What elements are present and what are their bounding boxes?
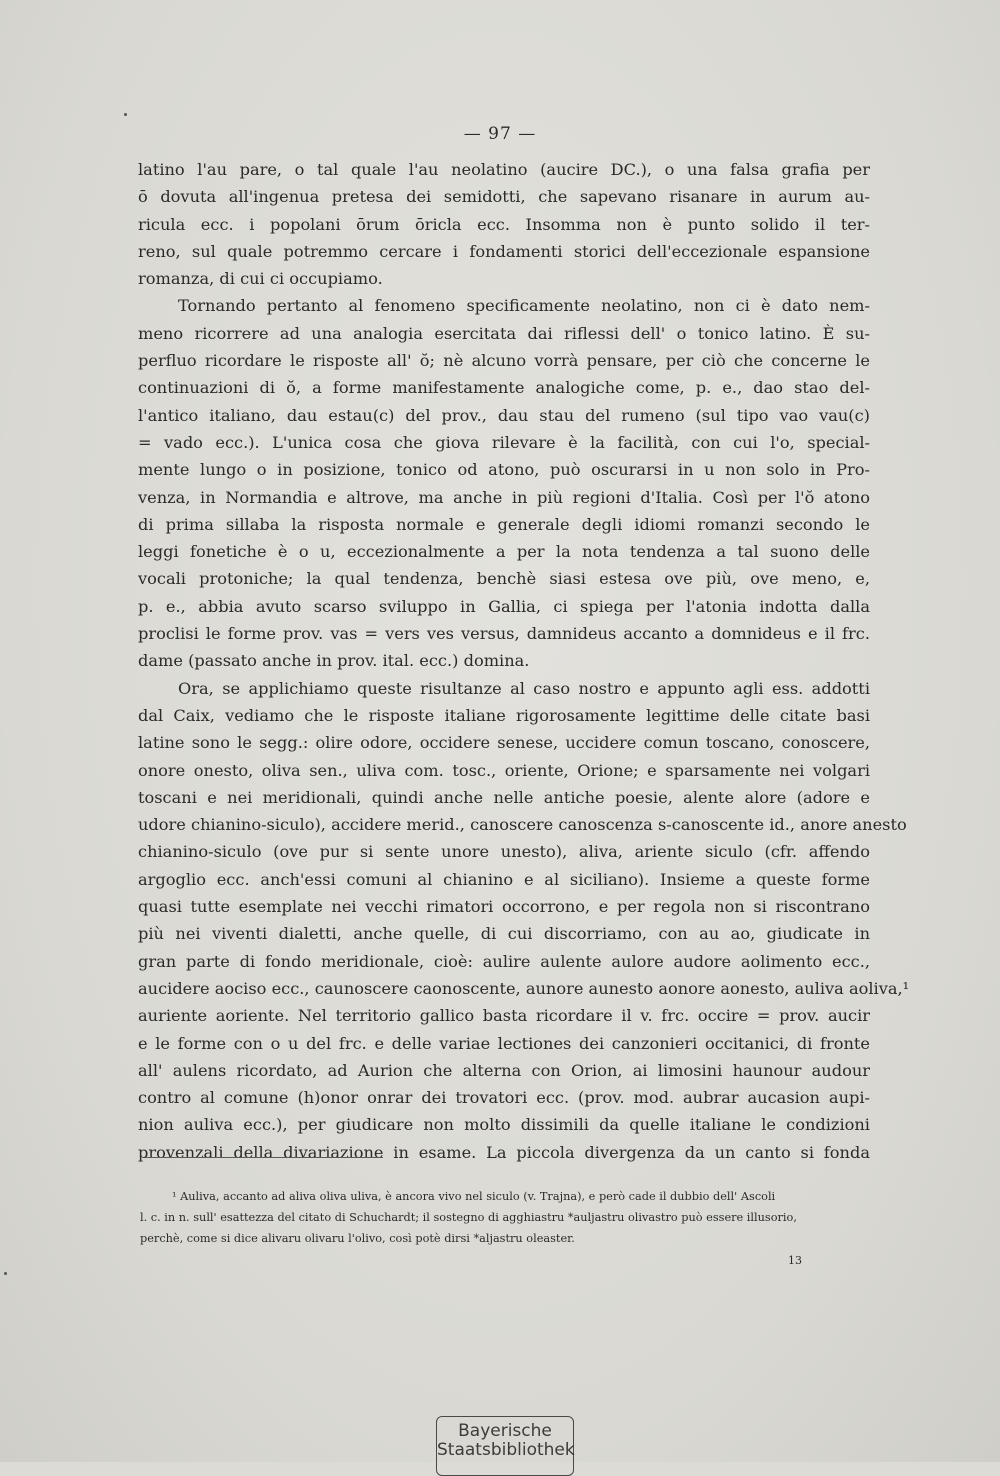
text-line: contro al comune (h)onor onrar dei trovatori ecc. (prov. mod. aubrar aucasion aupi- (138, 1088, 870, 1108)
text-line: di prima sillaba la risposta normale e generale degli idiomi romanzi secondo le (138, 514, 870, 534)
text-line: venza, in Normandia e altrove, ma anche in più regioni d'Italia. Così per l'ŏ atono (138, 487, 870, 507)
library-stamp (436, 1416, 574, 1476)
text-line: argoglio ecc. anch'essi comuni al chianino e al siciliano). Insieme a queste forme (138, 869, 870, 889)
text-line: udore chianino-siculo), accidere merid., canoscere canoscenza s-canoscente id., anore anesto (138, 815, 907, 835)
text-line: Tornando pertanto al fenomeno specificamente neolatino, non ci è dato nem- (178, 296, 870, 316)
text-line: ō dovuta all'ingenua pretesa dei semidotti, che sapevano risanare in aurum au- (138, 187, 870, 207)
page-number: — 97 — (463, 124, 537, 144)
text-line: quasi tutte esemplate nei vecchi rimatori occorrono, e per regola non si riscontrano (138, 897, 870, 917)
footnote-divider (145, 1157, 383, 1158)
ink-speck (4, 1272, 7, 1275)
text-line: = vado ecc.). L'unica cosa che giova rilevare è la facilità, con cui l'o, special- (138, 432, 870, 452)
footnote-line: perchè, come si dice alivaru olivaru l'olivo, così potè dirsi *aljastru oleaster. (140, 1232, 575, 1245)
text-line: dame (passato anche in prov. ital. ecc.) domina. (138, 651, 530, 671)
text-line: proclisi le forme prov. vas = vers ves versus, damnideus accanto a domnideus e il frc. (138, 624, 870, 644)
text-line: più nei viventi dialetti, anche quelle, di cui discorriamo, con au ao, giudicate in (138, 924, 870, 944)
text-line: provenzali della divariazione in esame. La piccola divergenza da un canto si fonda (138, 1142, 870, 1162)
text-line: chianino-siculo (ove pur si sente unore unesto), aliva, ariente siculo (cfr. affendo (138, 842, 870, 862)
stamp-line-1: Bayerische (458, 1421, 552, 1441)
text-line: continuazioni di ŏ, a forme manifestamente analogiche come, p. e., dao stao del- (138, 378, 870, 398)
text-line: nion auliva ecc.), per giudicare non molto dissimili da quelle italiane le condizioni (138, 1115, 870, 1135)
text-line: aucidere aociso ecc., caunoscere caonoscente, aunore aunesto aonore aonesto, auliva aoliva,¹ (138, 978, 910, 998)
text-line: vocali protoniche; la qual tendenza, benchè siasi estesa ove più, ove meno, e, (138, 569, 870, 589)
stamp-line-2: Staatsbibliothek (437, 1440, 575, 1460)
body-text (138, 156, 910, 1166)
text-line: l'antico italiano, dau estau(c) del prov., dau stau del rumeno (sul tipo vao vau(c) (138, 405, 870, 425)
footnote-line: l. c. in n. sull' esattezza del citato di Schuchardt; il sostegno di agghiastru *auljastru olivastro può essere illusorio, (140, 1211, 797, 1224)
signature-mark: 13 (788, 1254, 802, 1267)
text-line: gran parte di fondo meridionale, cioè: aulire aulente aulore audore aolimento ecc., (138, 951, 870, 971)
text-line: mente lungo o in posizione, tonico od atono, può oscurarsi in u non solo in Pro- (138, 460, 870, 480)
text-line: latino l'au pare, o tal quale l'au neolatino (aucire DC.), o una falsa grafia per (138, 160, 870, 179)
text-line: reno, sul quale potremmo cercare i fondamenti storici dell'eccezionale espansione (138, 241, 870, 261)
text-line: e le forme con o u del frc. e delle variae lectiones dei canzonieri occitanici, di fronte (138, 1033, 870, 1053)
text-line: meno ricorrere ad una analogia esercitata dai riflessi dell' o tonico latino. È su- (138, 323, 870, 343)
text-line: latine sono le segg.: olire odore, occidere senese, uccidere comun toscano, conoscere, (138, 733, 870, 753)
text-line: ricula ecc. i popolani ōrum ōricla ecc. Insomma non è punto solido il ter- (138, 214, 870, 234)
text-line: toscani e nei meridionali, quindi anche nelle antiche poesie, alente alore (adore e (138, 787, 870, 807)
text-line: dal Caix, vediamo che le risposte italiane rigorosamente legittime delle citate basi (138, 705, 870, 725)
text-line: all' aulens ricordato, ad Aurion che alterna con Orion, ai limosini haunour audour (138, 1060, 870, 1080)
footnote-line: ¹ Auliva, accanto ad aliva oliva uliva, è ancora vivo nel siculo (v. Trajna), e però cade il dubbio dell' Ascoli (172, 1190, 776, 1203)
footnotes (118, 1186, 880, 1249)
text-line: Ora, se applichiamo queste risultanze al caso nostro e appunto agli ess. addotti (178, 678, 870, 698)
text-line: perfluo ricordare le risposte all' ŏ; nè alcuno vorrà pensare, per ciò che concerne le (138, 351, 870, 371)
text-line: leggi fonetiche è o u, eccezionalmente a per la nota tendenza a tal suono delle (138, 542, 870, 562)
text-line: onore onesto, oliva sen., uliva com. tosc., oriente, Orione; e sparsamente nei volgari (138, 760, 870, 780)
text-line: p. e., abbia avuto scarso sviluppo in Gallia, ci spiega per l'atonia indotta dalla (138, 596, 870, 616)
text-line: auriente aoriente. Nel territorio gallico basta ricordare il v. frc. occire = prov. aucir (138, 1006, 870, 1026)
ink-speck (124, 113, 127, 116)
text-line: romanza, di cui ci occupiamo. (138, 269, 383, 289)
